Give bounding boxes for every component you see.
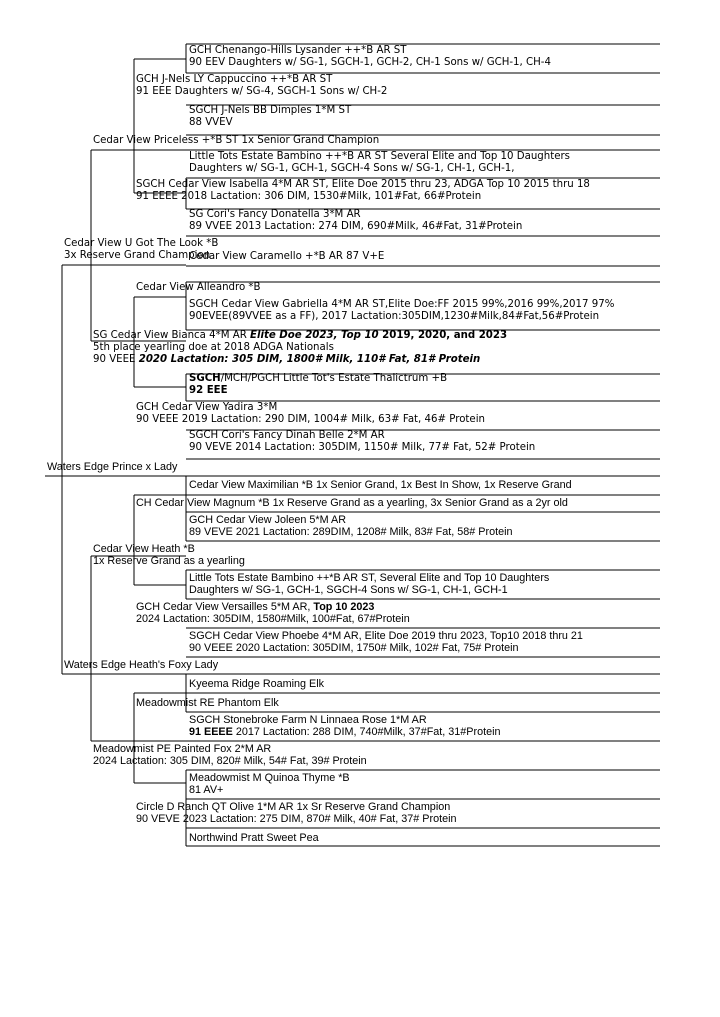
pedigree-line [47,461,247,473]
ancestor-entry [189,479,660,491]
line-text: 88 VVEV [189,117,233,128]
line-text: SGCH Cedar View Gabriella 4*M AR ST,Elite Doe:FF 2015 99%,2016 99%,2017 97% [189,299,615,310]
line-text: 2024 Lactation: 305DIM, 1580#Milk, 100#Fat, 67#Protein [136,613,410,625]
line-text: 3x Reserve Grand Champion [64,250,211,261]
ancestor-entry [189,772,660,796]
pedigree-line [136,697,660,709]
pedigree-line [93,330,660,342]
pedigree-line [136,801,660,813]
line-text: GCH Cedar View Yadira 3*M [136,402,278,413]
ancestor-entry [93,743,660,767]
ancestor-entry [136,697,660,709]
ancestor-entry [189,151,660,175]
ancestor-entry [189,572,660,596]
line-text: Top 10 2023 [313,601,375,613]
line-text: Daughters w/ SG-1, GCH-1, SGCH-4 Sons w/ SG-1, CH-1, GCH-1 [189,584,508,596]
ancestor-entry [136,497,660,509]
pedigree-line [136,179,660,191]
pedigree-line [189,479,660,491]
line-text: SGCH Cedar View Phoebe 4*M AR, Elite Doe 2019 thru 2023, Top10 2018 thru 21 [189,630,583,642]
ancestor-entry [189,832,660,844]
line-text: 90 VEEE 2020 Lactation: 305DIM, 1750# Milk, 102# Fat, 75# Protein [189,642,519,654]
pedigree-line [93,135,660,147]
pedigree-line [189,584,660,596]
ancestor-entry [189,714,660,738]
pedigree-line [189,714,660,726]
ancestor-entry [189,251,660,263]
line-text: Cedar View Heath *B [93,543,195,555]
ancestor-entry [93,330,660,366]
ancestor-entry [189,299,660,323]
line-text: 92 EEE [189,385,228,396]
ancestor-entry [189,630,660,654]
line-text: 1x Reserve Grand as a yearling [93,555,245,567]
pedigree-line [189,678,660,690]
pedigree-line [189,57,660,69]
ancestor-entry [189,45,660,69]
line-text: Cedar View U Got The Look *B [64,238,219,249]
line-text: Meadowmist M Quinoa Thyme *B [189,772,350,784]
ancestor-entry [136,801,660,825]
ancestor-entry [189,678,660,690]
pedigree-line [189,630,660,642]
line-text: Circle D Ranch QT Olive 1*M AR 1x Sr Reserve Grand Champion [136,801,451,813]
ancestor-entry [136,402,660,426]
line-text: GCH Chenango-Hills Lysander ++*B AR ST [189,45,407,56]
pedigree-line [189,572,660,584]
line-text: SGCH Cori's Fancy Dinah Belle 2*M AR [189,430,385,441]
pedigree-line [189,772,660,784]
line-text: 5th place yearling doe at 2018 ADGA Nationals [93,342,334,353]
line-text: Waters Edge Prince x Lady [47,461,178,473]
line-text: 90 VEEE 2019 Lactation: 290 DIM, 1004# Milk, 63# Fat, 46# Protein [136,414,485,425]
line-text: 89 VEVE 2021 Lactation: 289DIM, 1208# Milk, 83# Fat, 58# Protein [189,526,513,538]
pedigree-line [136,813,660,825]
pedigree-line [189,642,660,654]
pedigree-line [93,743,660,755]
pedigree-line [189,514,660,526]
pedigree-line [136,74,660,86]
pedigree-line [189,221,660,233]
pedigree-line [189,430,660,442]
line-text: 90 VEVE 2014 Lactation: 305DIM, 1150# Milk, 77# Fat, 52# Protein [189,442,536,453]
pedigree-line [93,555,660,567]
ancestor-entry [189,430,660,454]
pedigree-line [93,543,660,555]
pedigree-line [189,311,660,323]
line-text: Elite Doe 2023, Top 10 [250,330,379,341]
ancestor-entry [136,282,660,294]
line-text: SG Cori's Fancy Donatella 3*M AR [189,209,361,220]
ancestor-entry [136,601,660,625]
pedigree-line [64,659,264,671]
pedigree-line [189,526,660,538]
pedigree-line [136,497,660,509]
pedigree-line [136,402,660,414]
pedigree-line [136,191,660,203]
line-text: GCH Cedar View Joleen 5*M AR [189,514,347,526]
pedigree-line [189,832,660,844]
line-text: Little Tots Estate Bambino ++*B AR ST, Several Elite and Top 10 Daughters [189,572,550,584]
pedigree-line [189,784,660,796]
line-text: GCH Cedar View Versailles 5*M AR, [136,601,314,613]
line-text: 91 EEEE [189,726,233,738]
pedigree-line [93,342,660,354]
line-text: Waters Edge Heath's Foxy Lady [64,659,219,671]
line-text: Cedar View Maximilian *B 1x Senior Grand, 1x Best In Show, 1x Reserve Grand [189,479,572,491]
ancestor-entry [189,514,660,538]
line-text: SGCH Stonebroke Farm N Linnaea Rose 1*M AR [189,714,427,726]
ancestor-entry [136,179,660,203]
line-text: Cedar View Alleandro *B [136,282,261,293]
pedigree-line [64,238,264,250]
line-text: 90 EEV Daughters w/ SG-1, SGCH-1, GCH-2, CH-1 Sons w/ GCH-1, CH-4 [189,57,551,68]
line-text: SG Cedar View Bianca 4*M AR [93,330,251,341]
line-text: 2024 Lactation: 305 DIM, 820# Milk, 54# Fat, 39# Protein [93,755,367,767]
pedigree-line [93,755,660,767]
ancestor-entry [136,74,660,98]
pedigree-line [189,105,660,117]
line-text: 90EVEE(89VVEE as a FF), 2017 Lactation:305DIM,1230#Milk,84#Fat,56#Protein [189,311,600,322]
line-text: 89 VVEE 2013 Lactation: 274 DIM, 690#Milk, 46#Fat, 31#Protein [189,221,523,232]
line-text: 90 VEEE [93,354,139,365]
line-text: 90 VEVE 2023 Lactation: 275 DIM, 870# Milk, 40# Fat, 37# Protein [136,813,457,825]
line-text: /MCH/PGCH Little Tot's Estate Thalictrum +B [220,373,448,384]
pedigree-line [189,385,660,397]
pedigree-line [136,86,660,98]
pedigree-line [189,251,660,263]
line-text: Little Tots Estate Bambino ++*B AR ST Several Elite and Top 10 Daughters [189,151,570,162]
line-text: 91 EEEE 2018 Lactation: 306 DIM, 1530#Milk, 101#Fat, 66#Protein [136,191,482,202]
line-text: 81 AV+ [189,784,224,796]
line-text: GCH J-Nels LY Cappuccino ++*B AR ST [136,74,333,85]
pedigree-line [93,354,660,366]
line-text: Kyeema Ridge Roaming Elk [189,678,325,690]
pedigree-line [136,414,660,426]
ancestor-entry [93,543,660,567]
line-text: 2019, 2020, and 2023 [378,330,508,341]
ancestor-entry [189,105,660,129]
pedigree-line [189,151,660,163]
line-text: 91 EEE Daughters w/ SG-4, SGCH-1 Sons w/ CH-2 [136,86,388,97]
ancestor-entry [189,373,660,397]
pedigree-line [189,299,660,311]
ancestor-entry [93,135,660,147]
pedigree-line [189,726,660,738]
line-text: Daughters w/ SG-1, GCH-1, SGCH-4 Sons w/ SG-1, CH-1, GCH-1, [189,163,515,174]
line-text: CH Cedar View Magnum *B 1x Reserve Grand as a yearling, 3x Senior Grand as a 2yr old [136,497,568,509]
line-text: SGCH J-Nels BB Dimples 1*M ST [189,105,352,116]
ancestor-entry [189,209,660,233]
line-text: SGCH Cedar View Isabella 4*M AR ST, Elite Doe 2015 thru 23, ADGA Top 10 2015 thru 18 [136,179,590,190]
line-text: Meadowmist RE Phantom Elk [136,697,279,709]
pedigree-line [189,117,660,129]
line-text: 2020 Lactation: 305 DIM, 1800# Milk, 110# Fat, 81# Protein [138,354,481,365]
pedigree-line [189,209,660,221]
line-text: 2017 Lactation: 288 DIM, 740#Milk, 37#Fat, 31#Protein [232,726,501,738]
line-text: Northwind Pratt Sweet Pea [189,832,319,844]
dam-entry [64,659,264,671]
line-text: Cedar View Caramello +*B AR 87 V+E [189,251,385,262]
pedigree-line [189,45,660,57]
subject-entry [47,461,247,473]
pedigree-line [136,601,660,613]
line-text: Meadowmist PE Painted Fox 2*M AR [93,743,272,755]
line-text: Cedar View Priceless +*B ST 1x Senior Grand Champion [93,135,380,146]
line-text: SGCH [189,373,221,384]
pedigree-line [189,163,660,175]
pedigree-line [189,373,660,385]
pedigree-line [189,442,660,454]
pedigree-line [136,613,660,625]
pedigree-line [136,282,660,294]
